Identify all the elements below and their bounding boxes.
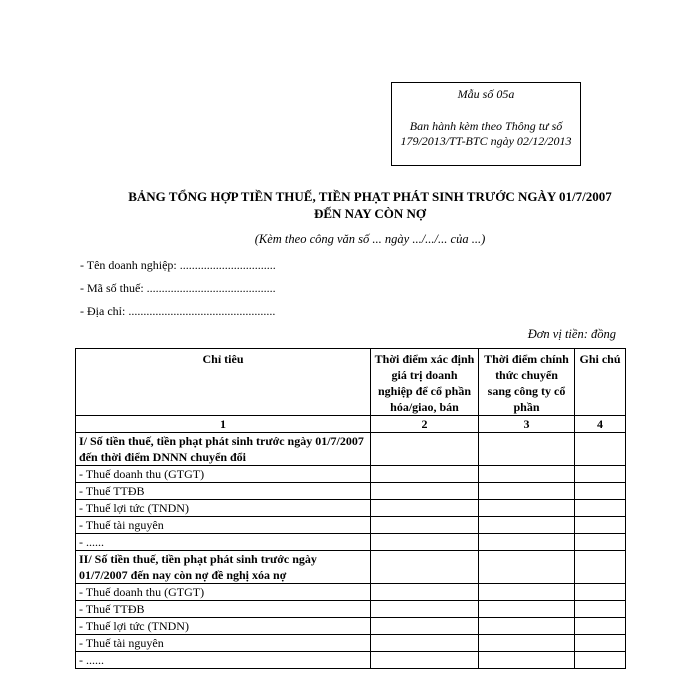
table-cell xyxy=(575,584,626,601)
table-row xyxy=(76,483,626,500)
table-cell xyxy=(575,433,626,466)
table-cell xyxy=(575,500,626,517)
summary-table xyxy=(75,348,626,669)
table-cell xyxy=(575,635,626,652)
table-cell xyxy=(575,466,626,483)
document-subtitle: (Kèm theo công văn số ... ngày .../.../... của ...) xyxy=(254,232,486,246)
title-line-1: BẢNG TỔNG HỢP TIỀN THUẾ, TIỀN PHẠT PHÁT SINH TRƯỚC NGÀY 01/7/2007 xyxy=(128,189,612,204)
table-cell xyxy=(575,618,626,635)
header-row xyxy=(76,349,626,416)
row-label: - Thuế lợi tức (TNDN) xyxy=(76,618,371,635)
table-cell xyxy=(479,534,575,551)
table-cell xyxy=(479,652,575,669)
header-criteria: Chỉ tiêu xyxy=(76,349,371,416)
table-cell xyxy=(371,517,479,534)
table-cell xyxy=(575,652,626,669)
table-cell xyxy=(371,652,479,669)
row-label: - ...... xyxy=(76,534,371,551)
currency-unit: Đơn vị tiền: đồng xyxy=(527,327,616,341)
company-name-field: - Tên doanh nghiệp: ................................ xyxy=(80,258,276,272)
row-label: - Thuế TTĐB xyxy=(76,483,371,500)
header-valuation-time: Thời điểm xác định giá trị doanh nghiệp để cổ phần hóa/giao, bán xyxy=(371,349,479,416)
document-title xyxy=(70,188,670,222)
header-notes: Ghi chú xyxy=(575,349,626,416)
row-label: - Thuế TTĐB xyxy=(76,601,371,618)
row-label: - Thuế tài nguyên xyxy=(76,635,371,652)
form-code-box xyxy=(391,82,581,166)
section-1-title: I/ Số tiền thuế, tiền phạt phát sinh trước ngày 01/7/2007 đến thời điểm DNNN chuyển đổi xyxy=(76,433,371,466)
table-cell xyxy=(575,517,626,534)
table-row xyxy=(76,601,626,618)
table-cell xyxy=(575,601,626,618)
table-cell xyxy=(479,618,575,635)
row-label: - Thuế tài nguyên xyxy=(76,517,371,534)
table-cell xyxy=(575,551,626,584)
table-row xyxy=(76,635,626,652)
column-number: 2 xyxy=(371,416,479,433)
table-row xyxy=(76,517,626,534)
table-row xyxy=(76,618,626,635)
header-conversion-time: Thời điểm chính thức chuyển sang công ty cổ phần xyxy=(479,349,575,416)
table-cell xyxy=(371,601,479,618)
table-cell xyxy=(479,584,575,601)
table-row xyxy=(76,500,626,517)
table-cell xyxy=(371,500,479,517)
table-cell xyxy=(371,618,479,635)
table-cell xyxy=(479,500,575,517)
title-line-2: ĐẾN NAY CÒN NỢ xyxy=(313,206,427,221)
column-number: 3 xyxy=(479,416,575,433)
table-row xyxy=(76,534,626,551)
section-2-row xyxy=(76,551,626,584)
table-cell xyxy=(479,517,575,534)
table-cell xyxy=(371,635,479,652)
row-label: - Thuế lợi tức (TNDN) xyxy=(76,500,371,517)
table-row xyxy=(76,652,626,669)
table-cell xyxy=(371,483,479,500)
table-cell xyxy=(479,483,575,500)
table-cell xyxy=(479,466,575,483)
column-number: 4 xyxy=(575,416,626,433)
form-code: Mẫu số 05a xyxy=(457,87,515,101)
table-row xyxy=(76,584,626,601)
row-label: - ...... xyxy=(76,652,371,669)
tax-code-field: - Mã số thuế: ........................................... xyxy=(80,281,276,295)
table-cell xyxy=(371,433,479,466)
address-field: - Địa chỉ: ................................................. xyxy=(80,304,276,318)
table-cell xyxy=(479,601,575,618)
row-label: - Thuế doanh thu (GTGT) xyxy=(76,584,371,601)
table-cell xyxy=(479,551,575,584)
table-cell xyxy=(479,433,575,466)
section-2-title: II/ Số tiền thuế, tiền phạt phát sinh trước ngày 01/7/2007 đến nay còn nợ đề nghị xóa nợ xyxy=(76,551,371,584)
section-1-row xyxy=(76,433,626,466)
table-cell xyxy=(479,635,575,652)
form-issued-by: Ban hành kèm theo Thông tư số 179/2013/TT-BTC ngày 02/12/2013 xyxy=(400,119,572,148)
table-cell xyxy=(575,534,626,551)
table-cell xyxy=(575,483,626,500)
row-label: - Thuế doanh thu (GTGT) xyxy=(76,466,371,483)
column-number: 1 xyxy=(76,416,371,433)
table-cell xyxy=(371,466,479,483)
column-number-row xyxy=(76,416,626,433)
table-cell xyxy=(371,534,479,551)
table-cell xyxy=(371,551,479,584)
table-row xyxy=(76,466,626,483)
table-cell xyxy=(371,584,479,601)
